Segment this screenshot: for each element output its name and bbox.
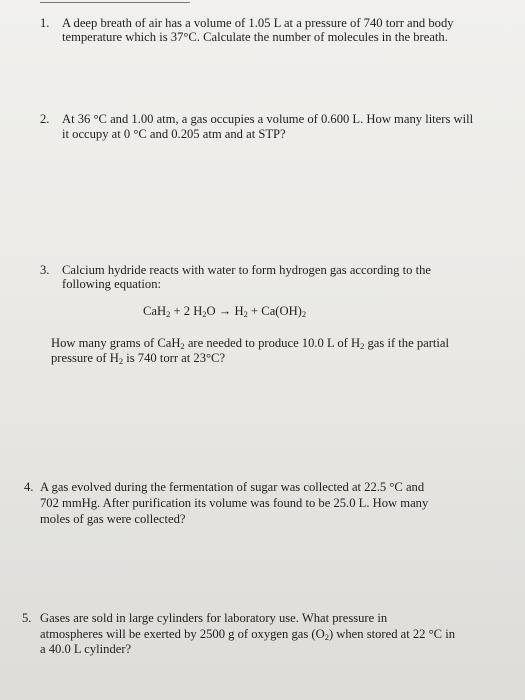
question-text-line: following equation: [62, 277, 161, 291]
question-number: 5. [22, 611, 32, 625]
question-number: 1. [40, 16, 50, 30]
question-text-line: atmospheres will be exerted by 2500 g of oxygen gas $(O_2)$ when stored at 22 °C in [40, 627, 456, 642]
question-4 [24, 480, 504, 530]
question-2 [40, 112, 510, 146]
question-3 [40, 263, 510, 373]
question-text-line: A deep breath of air has a volume of 1.05 L at a pressure of 740 torr and body [62, 16, 454, 30]
question-text-line: pressure of $H_2$ is 740 torr at 23°C? [51, 351, 226, 366]
question-text-line: A gas evolved during the fermentation of sugar was collected at 22.5 °C and [40, 480, 425, 494]
question-text-line: How many grams of CaH$_2$ are needed to produce 10.0 L of $H_2$ gas if the partial [51, 336, 449, 351]
question-text-line: 702 mmHg. After purification its volume was found to be 25.0 L. How many [40, 496, 429, 510]
question-text-line: it occupy at 0 °C and 0.205 atm and at STP? [62, 127, 286, 141]
chemical-equation: CaH$_2$ + 2 $H_2O \to H_2 + Ca(OH)_2$ [143, 304, 307, 319]
question-text-line: moles of gas were collected? [40, 512, 186, 526]
question-number: 4. [24, 480, 34, 494]
question-text-line: temperature which is 37°C. Calculate the number of molecules in the breath. [62, 30, 448, 44]
question-number: 2. [40, 112, 50, 126]
question-text-line: At 36 °C and 1.00 atm, a gas occupies a volume of 0.600 L. How many liters will [62, 112, 474, 126]
top-divider [40, 2, 190, 3]
question-text-line: Calcium hydride reacts with water to form hydrogen gas according to the [62, 263, 431, 277]
question-number: 3. [40, 263, 50, 277]
question-text-line: Gases are sold in large cylinders for laboratory use. What pressure in [40, 611, 388, 625]
question-5 [22, 611, 512, 659]
question-text-line: a 40.0 L cylinder? [40, 642, 132, 656]
question-1 [40, 16, 510, 50]
